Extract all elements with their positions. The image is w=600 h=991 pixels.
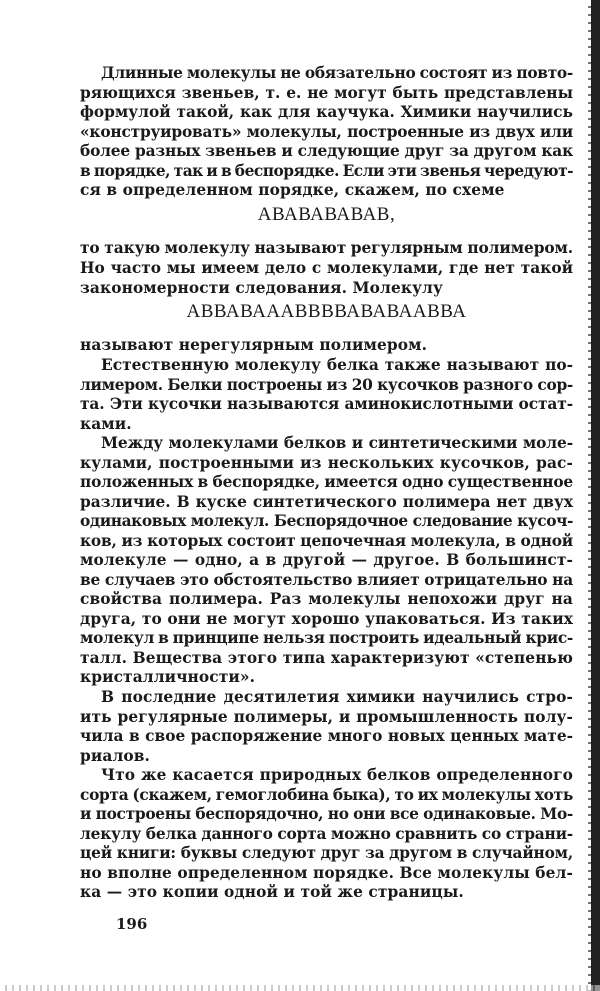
- text-line: ве случаев это обстоятельство влияет отрицательно на: [80, 570, 573, 589]
- text-line: кулами, построенными из нескольких кусочков, рас-: [80, 453, 573, 472]
- text-line: лимером. Белки построены из 20 кусочков разного сор-: [80, 375, 573, 394]
- text-line: ить регулярные полимеры, и промышленность полу-: [80, 707, 573, 726]
- text-line: Между молекулами белков и синтетическими моле-: [101, 434, 573, 452]
- text-line: ряющихся звеньев, т. е. не могут быть представлены: [80, 83, 573, 102]
- formula-line: АВАВАВАВАВ,: [257, 204, 396, 225]
- text-line: чила в свое распоряжение много новых ценных мате-: [80, 727, 573, 745]
- text-line: свойства полимера. Раз молекулы непохожи друг на: [80, 590, 573, 608]
- text-line: ков, из которых состоит цепочечная молекула, в одной: [80, 531, 573, 550]
- text-line: «конструировать» молекулы, построенные из двух или: [80, 122, 573, 141]
- text-line: молекуле — одно, а в другой — другое. В большинст-: [80, 551, 573, 569]
- text-line: одинаковых молекул. Беспорядочное следование кусоч-: [80, 512, 573, 530]
- text-line: та. Эти кусочки называются аминокислотными остат-: [80, 395, 573, 413]
- text-line: формулой такой, как для каучука. Химики научились: [80, 103, 573, 121]
- text-line: ками.: [80, 414, 132, 433]
- text-line: цей книги: буквы следуют друг за другом в случайном,: [80, 844, 573, 862]
- text-line: положенных в беспорядке, имеется одно существенное: [80, 473, 573, 491]
- formula-line: АВВАВАААВВВВАВАВААВВА: [186, 301, 467, 322]
- text-line: Что же касается природных белков определенного: [101, 766, 573, 784]
- text-line: и построены беспорядочно, но они все одинаковые. Мо-: [80, 805, 573, 823]
- text-line: называют нерегулярным полимером.: [80, 336, 428, 354]
- text-line: то такую молекулу называют регулярным полимером.: [80, 239, 574, 257]
- scan-bottom-edge: [0, 985, 600, 991]
- text-line: друга, то они не могут хорошо упаковаться. Из таких: [80, 609, 573, 628]
- text-line: Длинные молекулы не обязательно состоят из повто-: [101, 64, 573, 82]
- text-line: В последние десятилетия химики научились стро-: [101, 688, 573, 706]
- text-line: молекул в принципе нельзя построить идеальный крис-: [80, 629, 573, 647]
- text-line: но вполне определенном порядке. Все молекулы бел-: [80, 863, 573, 882]
- text-line: лекулу белка данного сорта можно сравнить со страни-: [80, 824, 573, 843]
- text-line: талл. Вещества этого типа характеризуют «степенью: [80, 648, 573, 667]
- text-line: сорта (скажем, гемоглобина быка), то их молекулы хоть: [80, 785, 573, 804]
- text-line: кристалличности».: [80, 668, 256, 686]
- text-line: Но часто мы имеем дело с молекулами, где нет такой: [80, 259, 573, 277]
- text-line: в порядке, так и в беспорядке. Если эти звенья чередуют-: [80, 161, 573, 180]
- text-line: ся в определенном порядке, скажем, по схеме: [80, 181, 505, 199]
- scan-edge: [591, 0, 600, 991]
- text-line: Естественную молекулу белка также называют по-: [101, 356, 573, 374]
- text-line: более разных звеньев и следующие друг за другом как: [80, 142, 573, 160]
- text-line: риалов.: [80, 746, 151, 765]
- text-line: ка — это копии одной и той же страницы.: [80, 883, 464, 901]
- text-line: закономерности следования. Молекулу: [80, 279, 443, 297]
- page-number: 196: [116, 915, 148, 933]
- text-line: различие. В куске синтетического полимера нет двух: [80, 492, 573, 511]
